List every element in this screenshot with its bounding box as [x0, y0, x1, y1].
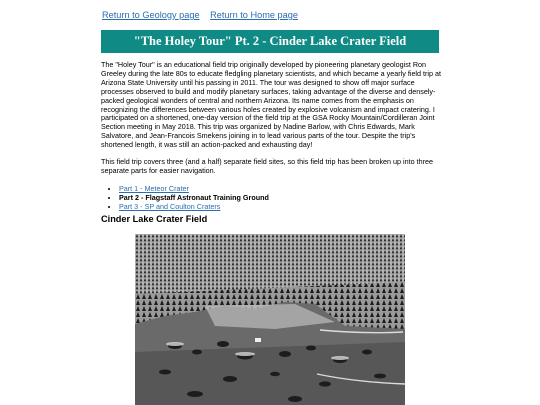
aerial-photo-image — [135, 234, 405, 405]
list-item — [119, 193, 441, 202]
split-paragraph: This field trip covers three (and a half) separate field sites, so this field trip has been broken up into three separate parts for easier navigation. — [101, 157, 434, 175]
list-item — [119, 184, 441, 193]
intro-paragraph: The "Holey Tour" is an educational field trip originally developed by pioneering planetary geologist Ron Greeley during the late 80s to educate fledgling planetary scientists, and which became a yearly field trip at Arizona State University until his passing in 2011. The tour was designed to show off major surface processes observed to build and modify planetary surfaces, taking advantage of the diverse and densely-packed geological wonders of central and northern Arizona. Its name comes from the emphasis on recognizing the differences between various holes created by explosive volcanism and impact cratering. I participated on a shortened, one-day version of the field trip at the GSA Rocky Mountain/Cordilleran Joint Section meeting in May 2018. This trip was organized by Nadine Barlow, with Chris Edwards, Mark Salvatore, and Jean-Francois Smekens joining in to lead various parts of the tour. Despite the trip's shortened length, it was still an action-packed and exhausting day! — [101, 60, 442, 150]
trip-parts-list — [101, 184, 441, 212]
list-item — [119, 202, 441, 211]
return-to-home-link[interactable]: Return to Home page — [210, 10, 298, 20]
page-title: "The Holey Tour" Pt. 2 - Cinder Lake Crater Field — [101, 30, 439, 53]
section-heading: Cinder Lake Crater Field — [101, 214, 208, 224]
part-2-current: Part 2 - Flagstaff Astronaut Training Ground — [119, 193, 269, 203]
top-navigation — [102, 10, 306, 20]
part-3-link[interactable]: Part 3 - SP and Coulton Craters — [119, 202, 221, 212]
return-to-geology-link[interactable]: Return to Geology page — [102, 10, 200, 20]
main-content — [101, 61, 441, 217]
part-1-link[interactable]: Part 1 - Meteor Crater — [119, 183, 189, 193]
cinder-lake-aerial-photo — [135, 234, 405, 405]
